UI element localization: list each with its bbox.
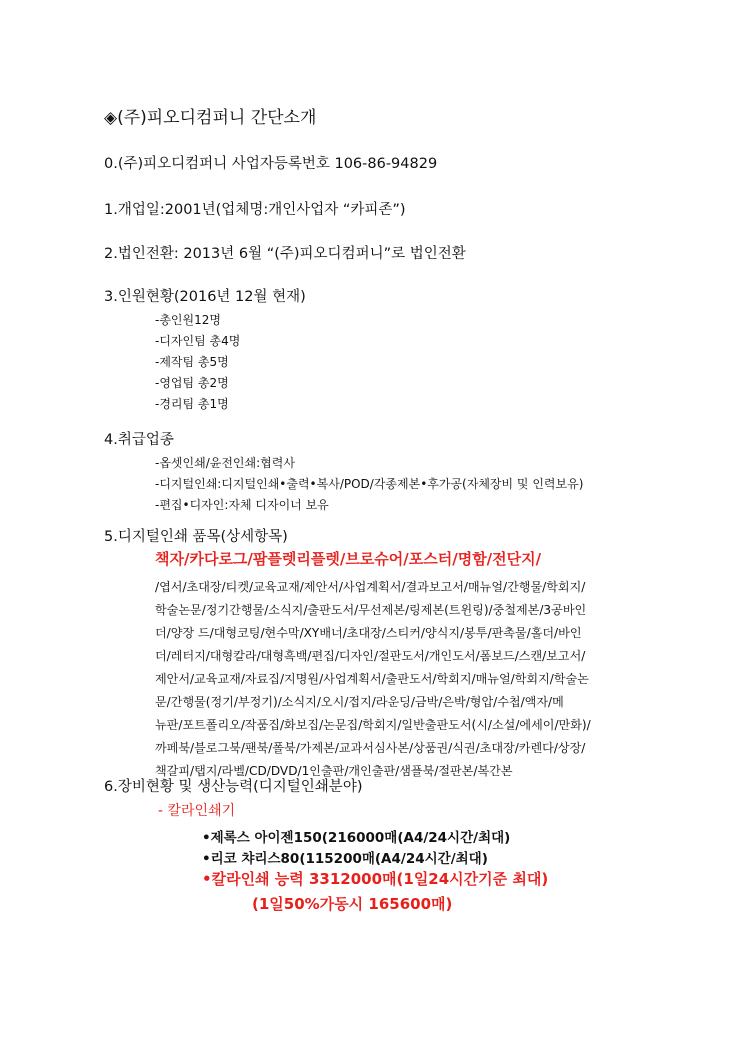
products-line: 제안서/교육교재/자료집/지명원/사업계획서/출판도서/학회지/매뉴얼/학회지/학술논 [155, 672, 589, 686]
staff-item: -영업팀 총2명 [155, 376, 229, 390]
capacity-half: (1일50%가동시 165600매) [252, 895, 453, 913]
products-heading: 5.디지털인쇄 품목(상세항목) [104, 529, 288, 545]
staff-item: -경리팀 총1명 [155, 397, 229, 411]
products-line: 까페북/블로그북/팬북/폴북/가제본/교과서심사본/상품권/식권/초대장/카렌다/상장/ [155, 741, 586, 755]
products-line: 책갈피/탭지/라벨/CD/DVD/1인출판/개인출판/샘플북/절판본/복간본 [155, 764, 513, 778]
staff-item: -총인원12명 [155, 313, 221, 327]
incorporation: 2.법인전환: 2013년 6월 “(주)피오디컴퍼니”로 법인전환 [104, 246, 466, 262]
equipment-item: •리코 챠리스80(115200매(A4/24시간/최대) [202, 851, 488, 867]
products-line: 문/간행물(정기/부정기)/소식지/오시/접지/라운딩/금박/은박/형압/수첩/액자/메 [155, 695, 564, 709]
staff-item: -디자인팀 총4명 [155, 334, 241, 348]
products-list [155, 576, 635, 783]
staff-item: -제작팀 총5명 [155, 355, 229, 369]
products-line: 더/양장 드/대형코팅/현수막/XY배너/초대장/스티커/양식지/봉투/판촉물/홀더/바인 [155, 626, 582, 640]
equipment-item: •제록스 아이젠150(216000매(A4/24시간/최대) [202, 830, 511, 846]
products-line: /엽서/초대장/티켓/교육교재/제안서/사업계획서/결과보고서/매뉴얼/간행물/학회지/ [155, 580, 586, 594]
business-item: -편집•디자인:자체 디자이너 보유 [155, 498, 329, 512]
opening-date: 1.개업일:2001년(업체명:개인사업자 “카피존”) [104, 202, 406, 218]
business-item: -옵셋인쇄/윤전인쇄:협력사 [155, 456, 295, 470]
capacity-total: •칼라인쇄 능력 3312000매(1일24시간기준 최대) [202, 870, 549, 888]
page-title: ◈(주)피오디컴퍼니 간단소개 [104, 108, 317, 128]
products-line: 학술논문/정기간행물/소식지/출판도서/무선제본/링제본(트윈링)/중철제본/3공바인 [155, 603, 587, 617]
color-printer-label: - 칼라인쇄기 [158, 803, 236, 819]
business-heading: 4.취급업종 [104, 432, 174, 448]
equipment-heading: 6.장비현황 및 생산능력(디지털인쇄분야) [104, 779, 363, 795]
products-line: 더/레터지/대형칼라/대형흑백/편집/디자인/절판도서/개인도서/폼보드/스캔/보고서/ [155, 649, 586, 663]
products-line: 뉴판/포트폴리오/작품집/화보집/논문집/학회지/일반출판도서(시/소설/에세이/만화)/ [155, 718, 591, 732]
products-highlight: 책자/카다로그/팜플렛리플렛/브로슈어/포스터/명함/전단지/ [155, 550, 542, 568]
business-item: -디지털인쇄:디지털인쇄•출력•복사/POD/각종제본•후가공(자체장비 및 인력보유) [155, 477, 584, 491]
registration-number: 0.(주)피오디컴퍼니 사업자등록번호 106-86-94829 [104, 156, 438, 172]
staff-heading: 3.인원현황(2016년 12월 현재) [104, 289, 306, 305]
